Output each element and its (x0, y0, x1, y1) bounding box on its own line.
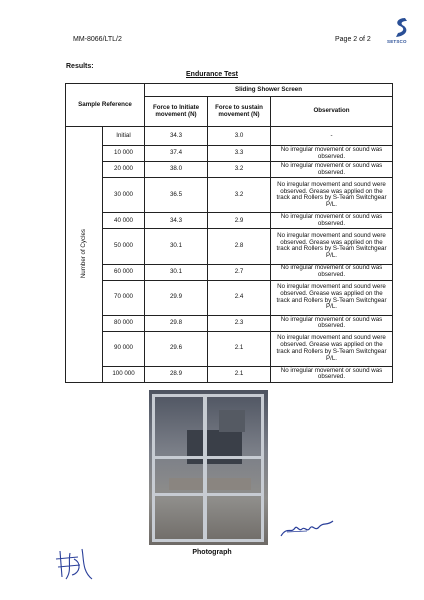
force-sustain-cell: 3.0 (208, 127, 271, 146)
cycles-cell: 80 000 (103, 315, 145, 331)
force-initiate-cell: 34.3 (145, 213, 208, 229)
cycles-cell: 60 000 (103, 264, 145, 280)
observation-cell: No irregular movement and sound were observed. Grease was applied on the track and Rollers by S-Team Switchgear P/L. (271, 331, 393, 366)
page-number: Page 2 of 2 (335, 36, 371, 43)
observation-cell: No irregular movement or sound was observed. (271, 264, 393, 280)
force-initiate-cell: 38.0 (145, 162, 208, 178)
observation-cell: No irregular movement or sound was observed. (271, 366, 393, 382)
force-initiate-cell: 30.1 (145, 264, 208, 280)
table-row (66, 229, 393, 264)
observation-cell: No irregular movement or sound was observed. (271, 315, 393, 331)
table-row (66, 146, 393, 162)
stamp-signature-icon (52, 545, 100, 583)
observation-cell: No irregular movement and sound were observed. Grease was applied on the track and Rollers by S-Team Switchgear P/L. (271, 229, 393, 264)
table-row (66, 264, 393, 280)
document-number: MM-8066/LTL/2 (73, 36, 122, 43)
signature-icon (277, 518, 337, 540)
force-initiate-cell: 30.1 (145, 229, 208, 264)
cycles-cell: 10 000 (103, 146, 145, 162)
cycles-cell: 50 000 (103, 229, 145, 264)
table-row (66, 178, 393, 213)
force-initiate-header: Force to Initiate movement (N) (145, 97, 208, 127)
results-label: Results: (66, 63, 94, 70)
cycles-cell: Initial (103, 127, 145, 146)
observation-cell: No irregular movement or sound was observed. (271, 146, 393, 162)
force-initiate-cell: 37.4 (145, 146, 208, 162)
table-row (66, 213, 393, 229)
force-sustain-cell: 3.3 (208, 146, 271, 162)
force-sustain-cell: 2.4 (208, 280, 271, 315)
force-sustain-cell: 2.7 (208, 264, 271, 280)
table-row (66, 127, 393, 146)
sample-reference-header: Sample Reference (66, 84, 145, 127)
cycles-group-label (66, 127, 103, 383)
shower-screen-photo (149, 390, 268, 545)
section-title: Endurance Test (186, 71, 238, 78)
table-row (66, 366, 393, 382)
observation-cell: No irregular movement or sound was observed. (271, 162, 393, 178)
observation-cell: - (271, 127, 393, 146)
cycles-group-text: Number of Cycles (79, 228, 87, 278)
force-initiate-cell: 29.9 (145, 280, 208, 315)
cycles-cell: 90 000 (103, 331, 145, 366)
cycles-cell: 30 000 (103, 178, 145, 213)
observation-cell: No irregular movement and sound were observed. Grease was applied on the track and Rollers by S-Team Switchgear P/L. (271, 280, 393, 315)
observation-cell: No irregular movement or sound was observed. (271, 213, 393, 229)
force-initiate-cell: 29.8 (145, 315, 208, 331)
force-sustain-cell: 2.3 (208, 315, 271, 331)
force-sustain-cell: 2.9 (208, 213, 271, 229)
group-header: Sliding Shower Screen (145, 84, 393, 97)
force-initiate-cell: 28.9 (145, 366, 208, 382)
cycles-cell: 70 000 (103, 280, 145, 315)
table-row (66, 315, 393, 331)
logo-text: SETSCO (387, 39, 407, 44)
force-sustain-cell: 3.2 (208, 178, 271, 213)
observation-header: Observation (271, 97, 393, 127)
force-initiate-cell: 34.3 (145, 127, 208, 146)
cycles-cell: 100 000 (103, 366, 145, 382)
endurance-test-table (65, 83, 393, 383)
force-sustain-cell: 2.1 (208, 331, 271, 366)
observation-cell: No irregular movement and sound were observed. Grease was applied on the track and Rollers by S-Team Switchgear P/L. (271, 178, 393, 213)
force-sustain-header: Force to sustain movement (N) (208, 97, 271, 127)
force-initiate-cell: 29.6 (145, 331, 208, 366)
force-sustain-cell: 2.8 (208, 229, 271, 264)
force-initiate-cell: 36.5 (145, 178, 208, 213)
photo-caption: Photograph (192, 549, 232, 556)
force-sustain-cell: 2.1 (208, 366, 271, 382)
cycles-cell: 40 000 (103, 213, 145, 229)
table-row (66, 162, 393, 178)
force-sustain-cell: 3.2 (208, 162, 271, 178)
table-row (66, 280, 393, 315)
cycles-cell: 20 000 (103, 162, 145, 178)
table-row (66, 331, 393, 366)
